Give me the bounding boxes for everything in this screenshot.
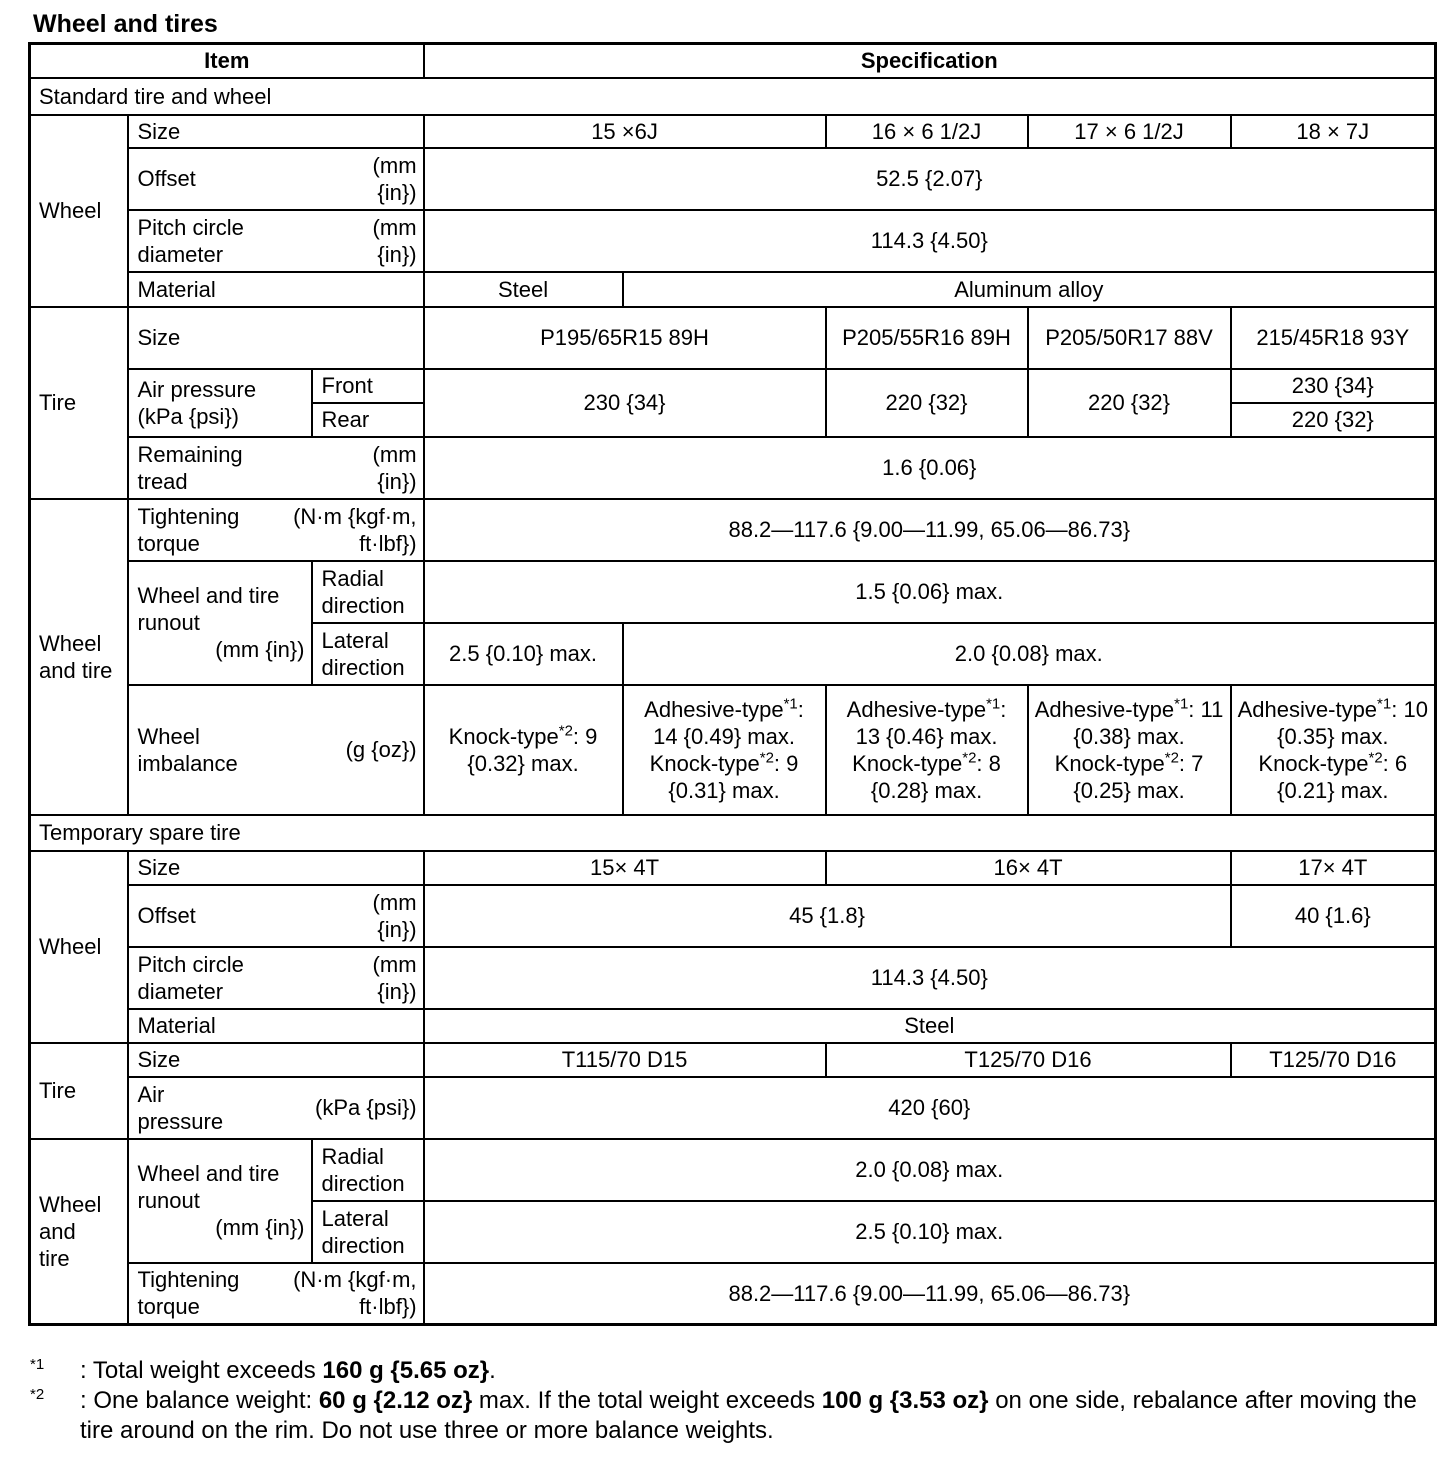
cell bbox=[826, 685, 1028, 815]
table-row bbox=[30, 499, 1436, 561]
cell: T125/70 D16 bbox=[826, 1043, 1231, 1077]
adhesive-label: Adhesive-type bbox=[1237, 696, 1378, 722]
adhesive-label: Adhesive-type bbox=[644, 696, 784, 722]
footnote-marker: *1 bbox=[30, 1356, 45, 1373]
unit-text: (mm {in}) bbox=[372, 889, 417, 942]
adhesive-value: : 10 {0.35} max. bbox=[1277, 696, 1428, 749]
adhesive-value: : 14 {0.49} max. bbox=[653, 696, 804, 749]
cell: 230 {34} bbox=[424, 369, 826, 437]
row-label: Size bbox=[128, 115, 424, 148]
cell: Aluminum alloy bbox=[623, 272, 1436, 307]
cell: 17× 4T bbox=[1231, 851, 1436, 885]
adhesive-label: Adhesive-type bbox=[1034, 696, 1175, 722]
cell bbox=[424, 685, 623, 815]
row-label bbox=[128, 499, 424, 561]
label-text: Pitch circle diameter bbox=[137, 214, 244, 267]
sub-label-lateral: Lateral direction bbox=[312, 623, 424, 685]
cell: P205/55R16 89H bbox=[826, 307, 1028, 369]
footnote-marker: *2 bbox=[30, 1386, 45, 1403]
section-row bbox=[30, 78, 1436, 115]
unit-text: (g {oz}) bbox=[345, 737, 417, 762]
knock-value: : 8 {0.28} max. bbox=[870, 750, 1001, 803]
cell: 114.3 {4.50} bbox=[424, 210, 1436, 272]
table-row bbox=[30, 115, 1436, 148]
text-part: : Total weight exceeds bbox=[80, 1357, 323, 1384]
sub-label-radial: Radial direction bbox=[312, 561, 424, 623]
header-row bbox=[30, 44, 1436, 78]
text-part: : One balance weight: bbox=[80, 1387, 319, 1414]
bold-part: 60 g {2.12 oz} bbox=[318, 1387, 473, 1414]
group-label: Wheel bbox=[30, 115, 128, 307]
row-label bbox=[128, 685, 424, 815]
group-label: Tire bbox=[30, 1043, 128, 1139]
unit-text: (mm {in}) bbox=[372, 152, 417, 205]
cell: 1.6 {0.06} bbox=[424, 437, 1436, 499]
cell: 17 × 6 1/2J bbox=[1028, 115, 1231, 148]
label-text: Offset bbox=[137, 166, 196, 191]
cell: 2.0 {0.08} max. bbox=[623, 623, 1436, 685]
footnote-marker: *1 bbox=[986, 695, 1001, 713]
row-label bbox=[128, 210, 424, 272]
label-text: Pitch circle diameter bbox=[137, 951, 244, 1004]
row-label: Size bbox=[128, 307, 424, 369]
label-text: Tightening torque bbox=[137, 1267, 240, 1320]
table-row bbox=[30, 307, 1436, 369]
cell: 16 × 6 1/2J bbox=[826, 115, 1028, 148]
footnote-marker: *2 bbox=[962, 749, 977, 767]
label-text: Offset bbox=[137, 903, 196, 928]
footnotes bbox=[30, 1356, 1430, 1446]
label-text: Wheel imbalance bbox=[137, 723, 238, 776]
sub-label-radial: Radial direction bbox=[312, 1139, 424, 1201]
unit-text: (N·m {kgf·m, ft·lbf}) bbox=[293, 503, 417, 556]
unit-text: (mm {in}) bbox=[372, 951, 417, 1004]
table-row bbox=[30, 885, 1436, 947]
knock-value: : 9 {0.32} max. bbox=[467, 723, 598, 776]
row-label: Material bbox=[128, 272, 424, 307]
cell: 88.2—117.6 {9.00—11.99, 65.06—86.73} bbox=[424, 1263, 1436, 1325]
knock-label: Knock-type bbox=[649, 750, 760, 776]
cell: 220 {32} bbox=[826, 369, 1028, 437]
unit-text: (N·m {kgf·m, ft·lbf}) bbox=[293, 1267, 417, 1320]
footnote-marker: *2 bbox=[558, 722, 573, 740]
item-header: Item bbox=[30, 44, 424, 78]
group-label: Tire bbox=[30, 307, 128, 499]
row-label: Air pressure (kPa {psi}) bbox=[128, 369, 312, 437]
knock-value: : 6 {0.21} max. bbox=[1277, 750, 1408, 803]
footnote-marker: *2 bbox=[1164, 749, 1179, 767]
section-spare: Temporary spare tire bbox=[30, 815, 1436, 851]
knock-label: Knock-type bbox=[1054, 750, 1165, 776]
knock-value: : 7 {0.25} max. bbox=[1073, 750, 1204, 803]
row-label bbox=[128, 1263, 424, 1325]
cell: 15× 4T bbox=[424, 851, 826, 885]
cell: 1.5 {0.06} max. bbox=[424, 561, 1436, 623]
section-row bbox=[30, 815, 1436, 851]
cell: 215/45R18 93Y bbox=[1231, 307, 1436, 369]
section-standard: Standard tire and wheel bbox=[30, 78, 1436, 115]
cell: 45 {1.8} bbox=[424, 885, 1231, 947]
group-label bbox=[30, 1139, 128, 1325]
table-row bbox=[30, 210, 1436, 272]
table-row bbox=[30, 1263, 1436, 1325]
row-label bbox=[128, 947, 424, 1009]
table-row bbox=[30, 561, 1436, 623]
table-row bbox=[30, 148, 1436, 210]
row-label: Material bbox=[128, 1009, 424, 1043]
row-label bbox=[128, 561, 312, 685]
footnote-1 bbox=[30, 1356, 1430, 1386]
group-label: Wheel bbox=[30, 851, 128, 1043]
group-label-text: Wheel and tire bbox=[39, 1191, 102, 1271]
knock-label: Knock-type bbox=[448, 723, 559, 749]
cell: 40 {1.6} bbox=[1231, 885, 1436, 947]
table-row bbox=[30, 1043, 1436, 1077]
cell: T115/70 D15 bbox=[424, 1043, 826, 1077]
cell bbox=[1231, 685, 1436, 815]
footnote-mark bbox=[30, 1386, 80, 1446]
unit-text: (mm {in}) bbox=[372, 441, 417, 494]
knock-label: Knock-type bbox=[852, 750, 963, 776]
cell: 230 {34} bbox=[1231, 369, 1436, 403]
cell bbox=[623, 685, 826, 815]
bold-part: 160 g {5.65 oz} bbox=[322, 1357, 490, 1384]
table-row bbox=[30, 1139, 1436, 1201]
cell: Steel bbox=[424, 1009, 1436, 1043]
cell: 88.2—117.6 {9.00—11.99, 65.06—86.73} bbox=[424, 499, 1436, 561]
table-row bbox=[30, 851, 1436, 885]
footnote-marker: *1 bbox=[1377, 695, 1392, 713]
label-text: Tightening torque bbox=[137, 503, 240, 556]
footnote-marker: *2 bbox=[759, 749, 774, 767]
cell: P205/50R17 88V bbox=[1028, 307, 1231, 369]
sub-label-lateral: Lateral direction bbox=[312, 1201, 424, 1263]
cell: 18 × 7J bbox=[1231, 115, 1436, 148]
unit-text: (mm {in}) bbox=[215, 1215, 305, 1240]
knock-label: Knock-type bbox=[1258, 750, 1369, 776]
label-text: Air pressure bbox=[137, 1081, 224, 1134]
row-label bbox=[128, 148, 424, 210]
cell: T125/70 D16 bbox=[1231, 1043, 1436, 1077]
label-text: Wheel and tire runout bbox=[137, 1161, 280, 1213]
cell: 2.5 {0.10} max. bbox=[424, 1201, 1436, 1263]
footnote-marker: *1 bbox=[1174, 695, 1189, 713]
cell: 114.3 {4.50} bbox=[424, 947, 1436, 1009]
adhesive-value: : 11 {0.38} max. bbox=[1073, 696, 1224, 749]
table-row bbox=[30, 272, 1436, 307]
text-part: max. If the total weight exceeds bbox=[472, 1387, 822, 1414]
cell: 2.5 {0.10} max. bbox=[424, 623, 623, 685]
row-label bbox=[128, 437, 424, 499]
cell: 220 {32} bbox=[1028, 369, 1231, 437]
row-label: Size bbox=[128, 851, 424, 885]
label-text: Remaining tread bbox=[137, 441, 243, 494]
cell: P195/65R15 89H bbox=[424, 307, 826, 369]
spec-table bbox=[28, 42, 1437, 1326]
unit-text: (mm {in}) bbox=[215, 637, 305, 662]
text-part: on one side, rebalance after moving the tire around on the rim. Do not use three or more balance weights. bbox=[80, 1387, 1417, 1444]
page-title: Wheel and tires bbox=[33, 10, 218, 38]
footnote-text bbox=[80, 1386, 1430, 1446]
footnote-marker: *1 bbox=[783, 695, 798, 713]
knock-value: : 9 {0.31} max. bbox=[668, 750, 799, 803]
cell: 52.5 {2.07} bbox=[424, 148, 1436, 210]
footnote-2 bbox=[30, 1386, 1430, 1446]
sub-label-front: Front bbox=[312, 369, 424, 403]
table-row bbox=[30, 685, 1436, 815]
group-label: Wheel and tire bbox=[30, 499, 128, 815]
row-label bbox=[128, 1077, 424, 1139]
table-row bbox=[30, 437, 1436, 499]
spec-header: Specification bbox=[424, 44, 1436, 78]
text-part: . bbox=[489, 1357, 496, 1384]
adhesive-value: : 13 {0.46} max. bbox=[855, 696, 1007, 749]
table-row bbox=[30, 1077, 1436, 1139]
table-row bbox=[30, 369, 1436, 403]
cell bbox=[1028, 685, 1231, 815]
cell: 15 ×6J bbox=[424, 115, 826, 148]
cell: 2.0 {0.08} max. bbox=[424, 1139, 1436, 1201]
label-text: Wheel and tire runout bbox=[137, 583, 280, 635]
unit-text: (mm {in}) bbox=[372, 214, 417, 267]
row-label: Size bbox=[128, 1043, 424, 1077]
row-label bbox=[128, 1139, 312, 1263]
cell: 420 {60} bbox=[424, 1077, 1436, 1139]
table-row bbox=[30, 1009, 1436, 1043]
cell: 220 {32} bbox=[1231, 403, 1436, 437]
footnote-mark bbox=[30, 1356, 80, 1386]
row-label bbox=[128, 885, 424, 947]
footnote-marker: *2 bbox=[1368, 749, 1383, 767]
adhesive-label: Adhesive-type bbox=[846, 696, 987, 722]
sub-label-rear: Rear bbox=[312, 403, 424, 437]
cell: 16× 4T bbox=[826, 851, 1231, 885]
cell: Steel bbox=[424, 272, 623, 307]
unit-text: (kPa {psi}) bbox=[315, 1095, 417, 1120]
table-row bbox=[30, 947, 1436, 1009]
footnote-text bbox=[80, 1356, 1430, 1386]
bold-part: 100 g {3.53 oz} bbox=[821, 1387, 989, 1414]
